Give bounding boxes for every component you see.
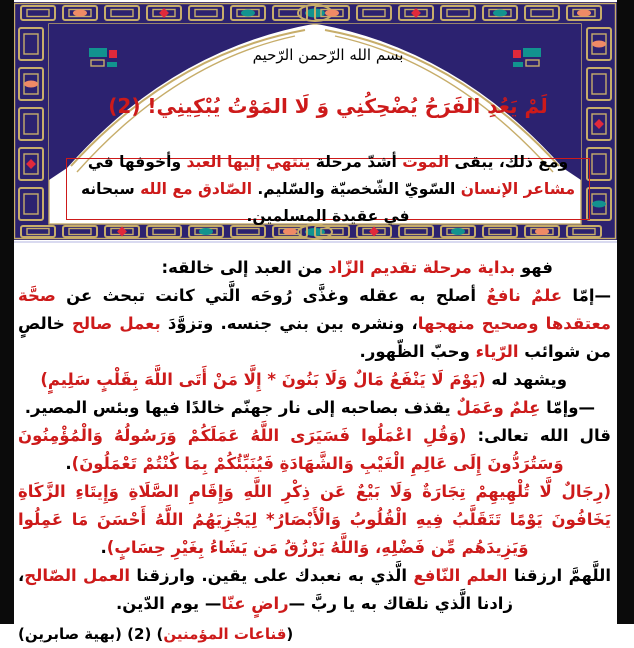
body-paragraph-6: (رِجَالٌ لَّا تُلْهِيهِمْ تِجَارَةٌ وَلَا بَيْعٌ عَن ذِكْرِ اللَّهِ وَإِقَامِ الصَّلَاةِ وَإِيتَاءِ الزَّكَاةِ يَخَافُونَ يَوْمًا تَتَقَلَّبُ فِيهِ الْقُلُوبُ وَالْأَبْصَارُ* لِيَجْزِيَهُمُ اللَّهُ أَحْسَنَ مَا عَمِلُوا وَيَزِيدَهُم مِّن فَضْلِهِ، وَاللَّهُ يَرْزُقُ مَن يَشَاءُ بِغَيْرِ حِسَابٍ). <box>18 482 611 557</box>
footer-citation: (قناعات المؤمنين) (2) (بهية صابرين) <box>18 625 294 643</box>
body-paragraph-7: اللَّهمَّ ارزقنا العلم النّافع الَّذي به نعبدك على يقين. وارزقنا العمل الصّالح، زادنا الَّذي نلقاك به يا ربَّ —راضٍ عنّا— يوم الدّين. <box>18 566 611 613</box>
intro-paragraph: ومع ذلك، يبقى الموت أشدّ مرحلة ينتهي إليها العبد وأخوفها في مشاعر الإنسان السّويّ الشّخصيّة والسّليم. الصّادق مع الله سبحانه في عقيدة المسلمين. <box>80 152 576 225</box>
intro-red-box <box>66 152 590 225</box>
bismillah-text: بسم الله الرّحمن الرّحيم <box>252 46 404 64</box>
body-paragraph-2: —إمّا علمٌ نافعٌ أصلح به عقله وغذَّى رُوحَه الَّتي كانت تبحث عن صحَّة معتقدها وصحيح منهجها، ونشره بين بني جنسه. وتزوَّدَ بعمل صالح خالصٍ من شوائب الرّياء وحبّ الظّهور. <box>18 286 611 361</box>
ornamental-frame <box>13 2 617 240</box>
page-title: لَمْ يَعُدِ الفَرَحُ يُضْحِكُنِي وَ لَا المَوْتُ يُبْكِينِي! (2) <box>108 94 548 118</box>
body-paragraph-1: فهو بداية مرحلة تقديم الزّاد من العبد إلى خالقه: <box>161 258 553 277</box>
right-black-strip <box>617 0 634 624</box>
frame-content <box>62 24 594 226</box>
body-text <box>14 246 617 643</box>
body-paragraph-4: —وإمّا عِلمٌ وعَمَلٌ يقذف بصاحبه إلى نار جهنّم خالدًا فيها وبئس المصير. <box>24 398 595 417</box>
left-black-strip <box>0 0 14 624</box>
frame-bottom-divider <box>14 241 617 243</box>
body-paragraph-3: ويشهد له (يَوْمَ لَا يَنْفَعُ مَالٌ وَلَا بَنُونَ * إِلَّا مَنْ أَتَى اللَّهَ بِقَلْبٍ سَلِيمٍ) <box>40 370 567 389</box>
body-paragraph-5: قال الله تعالى: (وَقُلِ اعْمَلُوا فَسَيَرَى اللَّهُ عَمَلَكُمْ وَرَسُولُهُ وَالْمُؤْمِنُونَ وَسَتُرَدُّونَ إِلَى عَالِمِ الْغَيْبِ وَالشَّهَادَةِ فَيُنَبِّئُكُمْ بِمَا كُنْتُمْ تَعْمَلُونَ). <box>18 426 611 473</box>
